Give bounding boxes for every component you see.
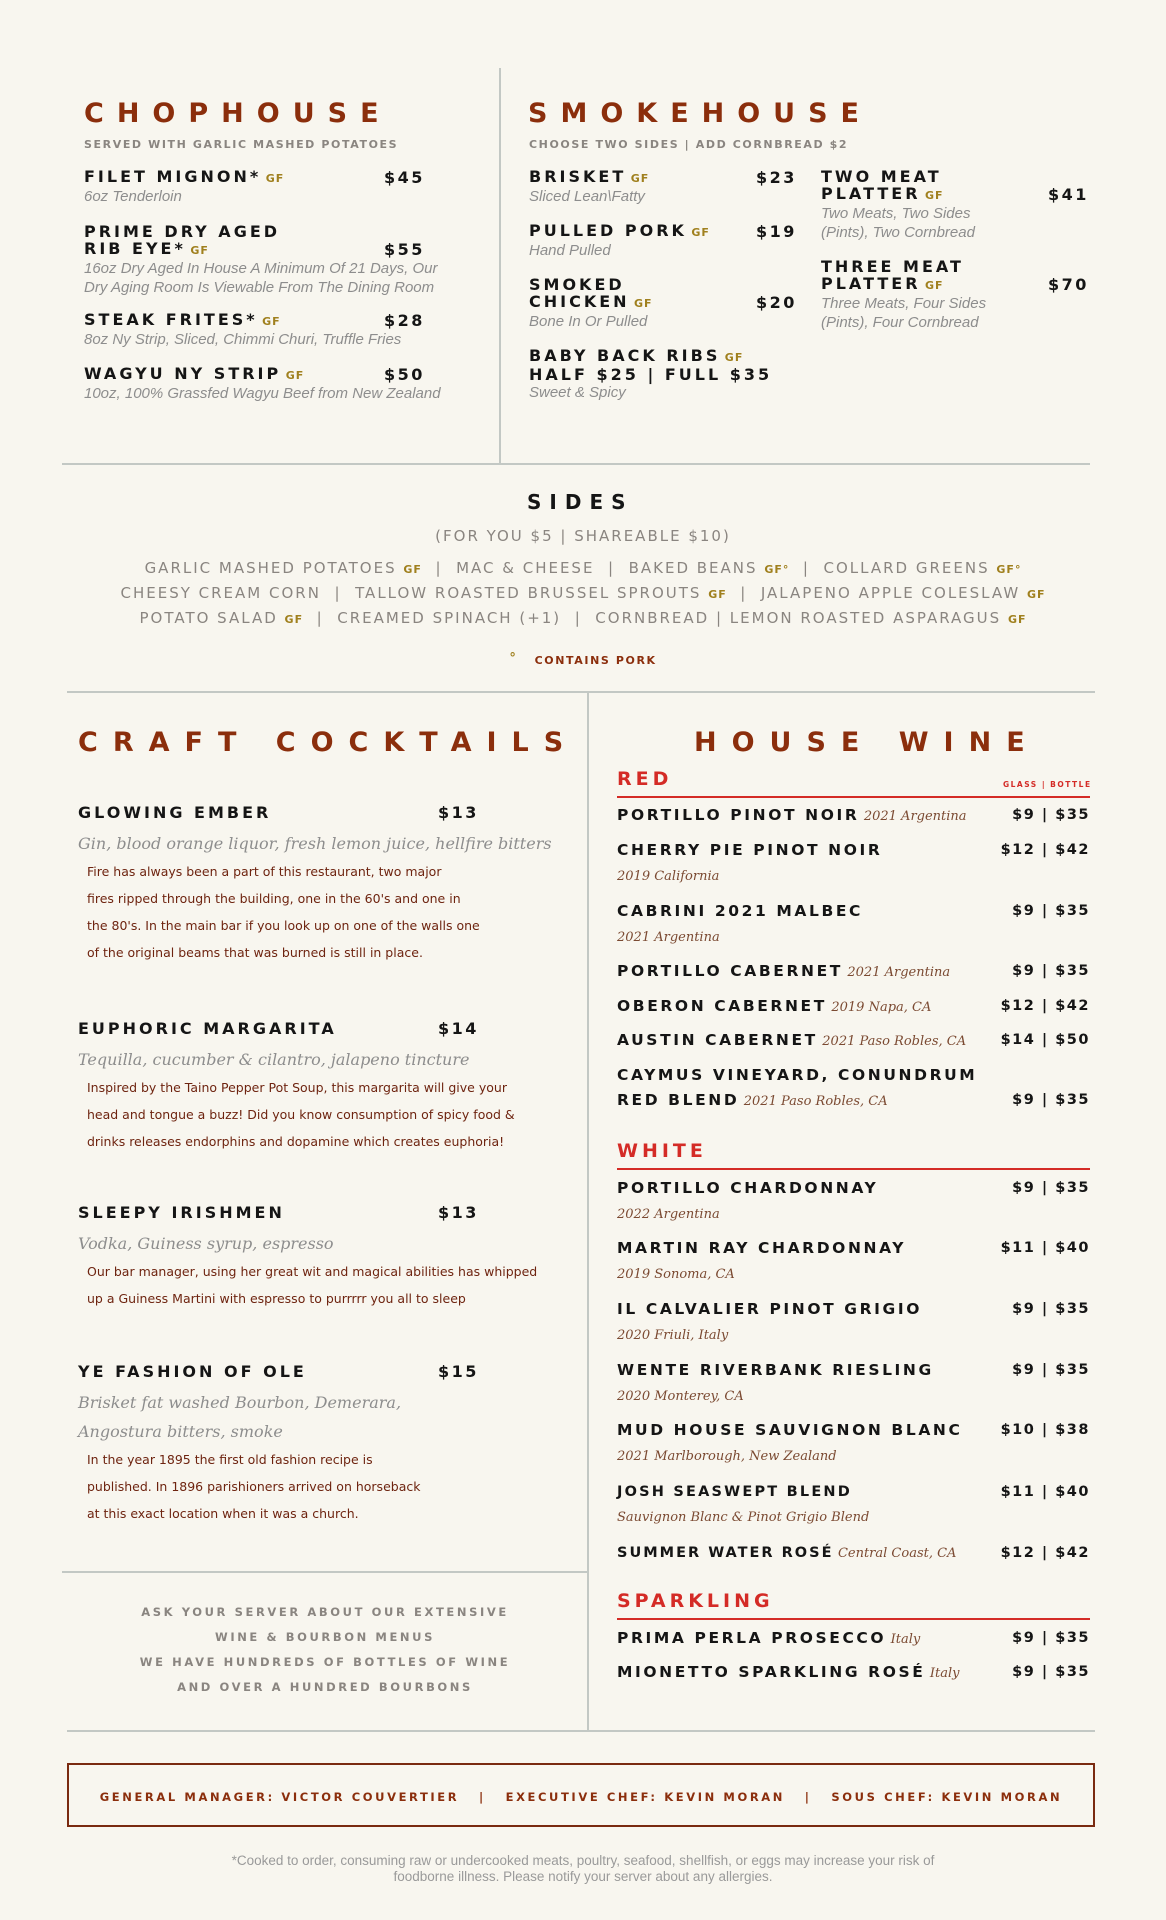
item-price: $23 [756, 168, 797, 187]
menu-item [529, 276, 799, 331]
item-price: $70 [1048, 275, 1089, 294]
side-item: CHEESY CREAM CORN [120, 584, 321, 602]
smokehouse-subtitle: CHOOSE TWO SIDES | ADD CORNBREAD $2 [529, 138, 849, 151]
cocktail-story: published. In 1896 parishioners arrived on horseback [87, 1479, 421, 1494]
wine-divider [617, 1618, 1090, 1620]
cocktail-name: GLOWING EMBER [78, 803, 272, 822]
wine-item [617, 1544, 1090, 1562]
gf-badge: GF [285, 369, 305, 382]
wine-name: IL CALVALIER PINOT GRIGIO [617, 1300, 922, 1318]
item-price: $28 [384, 311, 425, 330]
ask-server-note [62, 1600, 588, 1700]
item-description: 16oz Dry Aged In House A Minimum Of 21 Days, Our [84, 260, 438, 277]
cocktail-story: In the year 1895 the first old fashion recipe is [87, 1452, 373, 1467]
gf-badge: GF [1007, 613, 1027, 626]
side-item: CREAMED SPINACH (+1) [337, 609, 562, 627]
wine-name: AUSTIN CABERNET [617, 1031, 818, 1049]
gf-badge: GF [284, 613, 304, 626]
gf-badge: GF [630, 172, 650, 185]
item-description: (Pints), Two Cornbread [821, 224, 975, 241]
cocktail-story: Inspired by the Taino Pepper Pot Soup, this margarita will give your [87, 1080, 507, 1095]
wine-origin: 2021 Marlborough, New Zealand [617, 1449, 837, 1464]
cocktail-ingredients: Tequilla, cucumber & cilantro, jalapeno tincture [78, 1050, 470, 1069]
wine-name: PRIMA PERLA PROSECCO [617, 1629, 887, 1647]
staff-box [67, 1763, 1095, 1827]
side-item: BAKED BEANS [628, 559, 758, 577]
ask-server-line: ASK YOUR SERVER ABOUT OUR EXTENSIVE [141, 1605, 509, 1619]
wine-item [617, 1179, 1090, 1222]
item-name: PLATTER [821, 274, 921, 293]
wine-price: $9 | $35 [1012, 1664, 1090, 1680]
item-description: Bone In Or Pulled [529, 313, 648, 330]
ask-server-line: AND OVER A HUNDRED BOURBONS [177, 1680, 473, 1694]
ask-server-line: WE HAVE HUNDREDS OF BOTTLES OF WINE [139, 1655, 511, 1669]
menu-item [821, 258, 1091, 332]
pork-degree-icon: ° [782, 563, 790, 576]
wine-item [617, 962, 1090, 981]
wine-origin: 2021 Paso Robles, CA [743, 1094, 888, 1109]
gf-badge: GF [924, 189, 944, 202]
wine-item [617, 1361, 1090, 1404]
side-item: CORNBREAD | LEMON ROASTED ASPARAGUS [595, 609, 1002, 627]
gf-badge: GF [634, 297, 653, 310]
item-name: BABY BACK RIBS [529, 346, 721, 365]
pork-degree-icon: ° [1014, 563, 1022, 576]
gf-badge: GF [262, 315, 281, 328]
side-item: COLLARD GREENS [823, 559, 990, 577]
menu-item [529, 168, 799, 206]
cocktail-name: EUPHORIC MARGARITA [78, 1019, 337, 1038]
item-name: THREE MEAT [821, 257, 964, 276]
wine-origin: Sauvignon Blanc & Pinot Grigio Blend [617, 1510, 870, 1525]
divider [62, 463, 1090, 465]
wine-origin: 2021 Paso Robles, CA [822, 1034, 967, 1049]
sides-title: SIDES [527, 490, 634, 514]
cocktail-story: of the original beams that was burned is still in place. [87, 945, 423, 960]
wine-item [617, 997, 1090, 1016]
item-price: $41 [1048, 185, 1089, 204]
wine-price: $10 | $38 [1000, 1422, 1090, 1438]
item-name: PRIME DRY AGED [84, 222, 281, 241]
gf-badge: GF [1026, 588, 1046, 601]
cocktails-title: CRAFT COCKTAILS [78, 727, 579, 758]
wine-origin: 2019 Napa, CA [831, 1000, 932, 1015]
item-name: BRISKET [529, 167, 627, 186]
wine-category-white: WHITE [617, 1140, 707, 1162]
sides-pricing: (FOR YOU $5 | SHAREABLE $10) [435, 527, 731, 545]
item-name: TWO MEAT [821, 167, 942, 186]
item-price: $20 [756, 293, 797, 312]
menu-item [84, 223, 464, 297]
item-name: HALF $25 | FULL $35 [529, 365, 773, 384]
wine-item [617, 806, 1090, 825]
wine-price: $11 | $40 [1000, 1484, 1090, 1500]
cocktail-price: $13 [438, 803, 479, 822]
wine-origin: 2020 Friuli, Italy [617, 1328, 729, 1343]
side-item: POTATO SALAD [139, 609, 278, 627]
cocktail-story: at this exact location when it was a church. [87, 1506, 359, 1521]
item-name: CHICKEN [529, 292, 630, 311]
disclaimer-line: *Cooked to order, consuming raw or undercooked meats, poultry, seafood, shellfish, or eggs may increase your risk of [231, 1853, 935, 1868]
wine-price: $9 | $35 [1012, 1180, 1090, 1196]
disclaimer [0, 1853, 1166, 1885]
pork-note-text: CONTAINS PORK [534, 654, 657, 667]
staff-credits: GENERAL MANAGER: VICTOR COUVERTIER | EXECUTIVE CHEF: KEVIN MORAN | SOUS CHEF: KEVIN MORAN [99, 1790, 1063, 1804]
gf-badge: GF [708, 588, 727, 601]
chophouse-title: CHOPHOUSE [84, 98, 392, 129]
gf-badge: GF [996, 563, 1015, 576]
cocktail-story: drinks releases endorphins and dopamine which creates euphoria! [87, 1134, 505, 1149]
wine-title: HOUSE WINE [694, 727, 1040, 758]
item-price: $55 [384, 240, 425, 259]
menu-item [529, 347, 819, 402]
wine-item [617, 1421, 1090, 1464]
gf-badge: GF [265, 172, 285, 185]
wine-item [617, 1300, 1090, 1343]
wine-price: $9 | $35 [1012, 903, 1090, 919]
wine-origin: Italy [890, 1632, 921, 1647]
wine-price: $14 | $50 [1000, 1032, 1090, 1048]
item-price: $19 [756, 222, 797, 241]
wine-name: CHERRY PIE PINOT NOIR [617, 841, 883, 859]
cocktail-ingredients: Vodka, Guiness syrup, espresso [78, 1234, 334, 1253]
glass-bottle-label: GLASS | BOTTLE [1003, 780, 1092, 789]
wine-item [617, 1239, 1090, 1282]
wine-name: PORTILLO CABERNET [617, 962, 843, 980]
cocktail-name: YE FASHION OF OLE [78, 1362, 307, 1381]
wine-price: $12 | $42 [1000, 842, 1090, 858]
cocktail-ingredients: Angostura bitters, smoke [78, 1422, 283, 1441]
cocktail-story: Our bar manager, using her great wit and magical abilities has whipped [87, 1264, 538, 1279]
cocktail-story: up a Guiness Martini with espresso to purrrrr you all to sleep [87, 1291, 466, 1306]
menu-item [821, 168, 1091, 242]
pork-degree-icon: ° [509, 651, 517, 666]
cocktail-story: the 80's. In the main bar if you look up on one of the walls one [87, 918, 480, 933]
wine-name: OBERON CABERNET [617, 997, 827, 1015]
wine-name: PORTILLO CHARDONNAY [617, 1179, 879, 1197]
cocktail-ingredients: Gin, blood orange liquor, fresh lemon juice, hellfire bitters [78, 834, 552, 853]
item-description: Hand Pulled [529, 242, 611, 259]
wine-item [617, 1066, 1090, 1110]
menu-item [84, 311, 464, 349]
item-name: SMOKED [529, 275, 625, 294]
wine-origin: 2021 Argentina [863, 809, 967, 824]
ask-server-line: WINE & BOURBON MENUS [215, 1630, 435, 1644]
wine-item [617, 902, 1090, 945]
wine-item [617, 1031, 1090, 1050]
menu-item [529, 222, 799, 260]
wine-price: $9 | $35 [1012, 1630, 1090, 1646]
wine-origin: 2019 California [617, 869, 720, 884]
wine-category-red: RED [617, 768, 673, 790]
divider [62, 1571, 588, 1573]
item-price: $45 [384, 168, 425, 187]
cocktail-story: fires ripped through the building, one in the 60's and one in [87, 891, 461, 906]
side-item: JALAPENO APPLE COLESLAW [760, 584, 1021, 602]
wine-item [617, 841, 1090, 884]
wine-origin: 2019 Sonoma, CA [617, 1267, 735, 1282]
wine-price: $9 | $35 [1012, 1362, 1090, 1378]
wine-origin: Italy [929, 1666, 960, 1681]
item-description: 6oz Tenderloin [84, 188, 182, 205]
cocktail-ingredients: Brisket fat washed Bourbon, Demerara, [78, 1393, 402, 1412]
wine-price: $9 | $35 [1012, 1092, 1090, 1108]
wine-name: SUMMER WATER ROSÉ [617, 1545, 834, 1561]
item-description: 10oz, 100% Grassfed Wagyu Beef from New Zealand [84, 385, 441, 402]
pork-note [0, 651, 1166, 669]
menu-item [84, 365, 464, 403]
wine-name: CAYMUS VINEYARD, CONUNDRUM [617, 1066, 978, 1084]
item-description: Three Meats, Four Sides [821, 295, 987, 312]
item-name: RIB EYE* [84, 239, 186, 258]
cocktail-story: Fire has always been a part of this restaurant, two major [87, 864, 442, 879]
sides-list: GARLIC MASHED POTATOES GF | MAC & CHEESE | BAKED BEANS GF° | COLLARD GREENS GF° [144, 559, 1022, 577]
wine-origin: 2020 Monterey, CA [617, 1389, 744, 1404]
chophouse-subtitle: SERVED WITH GARLIC MASHED POTATOES [84, 138, 399, 151]
wine-item [617, 1629, 1090, 1648]
wine-name: MUD HOUSE SAUVIGNON BLANC [617, 1421, 963, 1439]
divider [587, 692, 589, 1732]
cocktail-price: $15 [438, 1362, 479, 1381]
wine-category-sparkling: SPARKLING [617, 1590, 774, 1612]
wine-name: PORTILLO PINOT NOIR [617, 806, 860, 824]
wine-origin: Central Coast, CA [837, 1546, 957, 1561]
wine-name: CABRINI 2021 MALBEC [617, 902, 864, 920]
wine-item [617, 1663, 1090, 1682]
wine-name: RED BLEND [617, 1091, 740, 1109]
smokehouse-title: SMOKEHOUSE [528, 98, 872, 129]
item-description: 8oz Ny Strip, Sliced, Chimmi Churi, Truffle Fries [84, 331, 402, 348]
item-price: $50 [384, 365, 425, 384]
divider [499, 68, 501, 464]
wine-name: WENTE RIVERBANK RIESLING [617, 1361, 934, 1379]
cocktail-story: head and tongue a buzz! Did you know consumption of spicy food & [87, 1107, 515, 1122]
item-description: Sliced Lean\Fatty [529, 188, 645, 205]
item-name: STEAK FRITES* [84, 310, 258, 329]
item-description: (Pints), Four Cornbread [821, 314, 979, 331]
item-name: WAGYU NY STRIP [84, 364, 282, 383]
cocktail-item [78, 1203, 558, 1312]
side-item: TALLOW ROASTED BRUSSEL SPROUTS [355, 584, 702, 602]
gf-badge: GF [691, 226, 710, 239]
wine-price: $12 | $42 [1000, 998, 1090, 1014]
wine-name: MIONETTO SPARKLING ROSÉ [617, 1663, 926, 1681]
sides-list: CHEESY CREAM CORN | TALLOW ROASTED BRUSSEL SPROUTS GF | JALAPENO APPLE COLESLAW GF [120, 584, 1046, 602]
wine-price: $9 | $35 [1012, 807, 1090, 823]
item-name: FILET MIGNON* [84, 167, 262, 186]
sides-list: POTATO SALAD GF | CREAMED SPINACH (+1) | CORNBREAD | LEMON ROASTED ASPARAGUS GF [139, 609, 1027, 627]
cocktail-item [78, 803, 558, 966]
item-description: Two Meats, Two Sides [821, 205, 971, 222]
cocktail-price: $14 [438, 1019, 479, 1038]
item-name: PULLED PORK [529, 221, 687, 240]
wine-name: JOSH SEASWEPT BLEND [617, 1484, 852, 1500]
wine-origin: 2021 Argentina [847, 965, 951, 980]
menu-item [84, 168, 434, 206]
gf-badge: GF [403, 563, 422, 576]
gf-badge: GF [764, 563, 783, 576]
cocktail-item [78, 1362, 558, 1527]
side-item: GARLIC MASHED POTATOES [144, 559, 397, 577]
item-description: Sweet & Spicy [529, 384, 626, 401]
divider [67, 1730, 1095, 1732]
cocktail-item [78, 1019, 558, 1155]
divider [67, 691, 1095, 693]
wine-origin: 2021 Argentina [617, 930, 720, 945]
wine-origin: 2022 Argentina [617, 1207, 720, 1222]
gf-badge: GF [724, 351, 744, 364]
wine-price: $12 | $42 [1000, 1545, 1090, 1561]
side-item: MAC & CHEESE [456, 559, 595, 577]
wine-item [617, 1483, 1090, 1525]
gf-badge: GF [190, 244, 209, 257]
cocktail-price: $13 [438, 1203, 479, 1222]
wine-price: $9 | $35 [1012, 963, 1090, 979]
wine-divider [617, 1168, 1090, 1170]
item-name: PLATTER [821, 184, 921, 203]
gf-badge: GF [924, 279, 944, 292]
cocktail-name: SLEEPY IRISHMEN [78, 1203, 285, 1222]
wine-divider [617, 796, 1090, 798]
wine-price: $9 | $35 [1012, 1301, 1090, 1317]
disclaimer-line: foodborne illness. Please notify your server about any allergies. [393, 1869, 773, 1884]
wine-price: $11 | $40 [1000, 1240, 1090, 1256]
item-description: Dry Aging Room Is Viewable From The Dining Room [84, 279, 435, 296]
wine-name: MARTIN RAY CHARDONNAY [617, 1239, 907, 1257]
